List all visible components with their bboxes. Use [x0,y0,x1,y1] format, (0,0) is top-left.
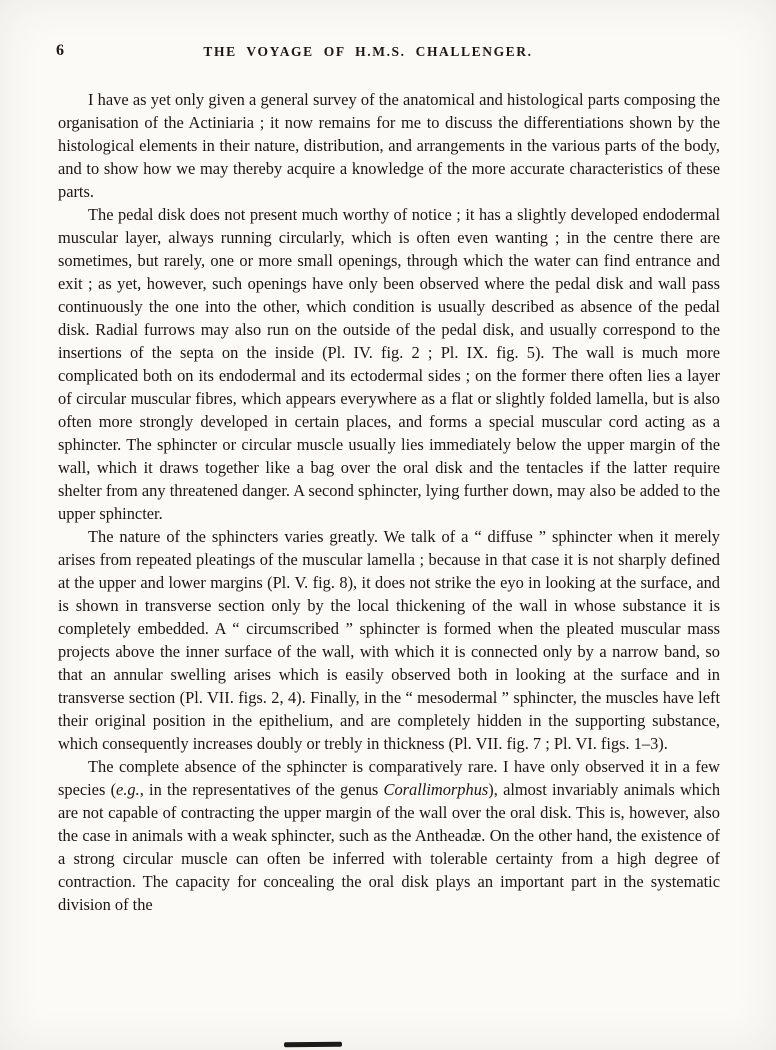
page-number: 6 [56,42,65,59]
paragraph-4: The complete absence of the sphincter is comparatively rare. I have only observed it in a few species (e.g., in the representatives of the genus Corallimorphus), almost invariably animals which are not capable of contracting the upper margin of the wall over the oral disk. This is, however, also the case in animals with a weak sphincter, such as the Antheadæ. On the other hand, the existence of a strong circular muscle can often be inferred with tolerable certainty from a high degree of contraction. The capacity for concealing the oral disk plays an important part in the systematic division of the [58,757,721,914]
paragraph-3: The nature of the sphincters varies greatly. We talk of a “ diffuse ” sphincter when it merely arises from repeated pleatings of the muscular lamella ; because in that case it is not sharply defined at the upper and lower margins (Pl. V. fig. 8), it does not strike the eyo in looking at the surface, and is shown in transverse section only by the local thickening of the wall in whose substance it is completely embedded. A “ circumscribed ” sphincter is formed when the pleated muscular mass projects above the inner surface of the wall, with which it is connected only by a narrow band, so that an annular swelling arises which is easily observed both in looking at the surface and in transverse section (Pl. VII. figs. 2, 4). Finally, in the “ mesodermal ” sphincter, the muscles have left their original position in the epithelium, and are completely hidden in the supporting substance, which consequently increases doubly or trebly in thickness (Pl. VII. fig. 7 ; Pl. VI. figs. 1–3). [58,527,720,753]
running-title: THE VOYAGE OF H.M.S. CHALLENGER. [203,44,533,59]
paragraph-1: I have as yet only given a general survey of the anatomical and histological parts composing the organisation of the Actiniaria ; it now remains for me to discuss the differentiations shown by the histological elements in their nature, distribution, and arrangements in the various parts of the body, and to show how we may thereby acquire a knowledge of the more accurate characteristics of these parts. [58,90,720,201]
page-header [0,0,776,70]
paragraph-2: The pedal disk does not present much worthy of notice ; it has a slightly developed endodermal muscular layer, always running circularly, which is often even wanting ; in the centre there are sometimes, but rarely, one or more small openings, through which the water can find entrance and exit ; as yet, however, such openings have only been observed where the pedal disk and wall pass continuously the one into the other, which condition is usually described as absence of the pedal disk. Radial furrows may also run on the outside of the pedal disk, and usually correspond to the insertions of the septa on the inside (Pl. IV. fig. 2 ; Pl. IX. fig. 5). The wall is much more complicated both on its endodermal and its ectodermal sides ; on the former there often lies a layer of circular muscular fibres, which appears everywhere as a flat or slightly folded lamella, but is also often more strongly developed in certain places, and forms a special muscular cord acting as a sphincter. The sphincter or circular muscle usually lies immediately below the upper margin of the wall, which it draws together like a bag over the oral disk and the tentacles if the latter require shelter from any threatened danger. A second sphincter, lying further down, may also be added to the upper sphincter. [58,205,720,523]
page-body [0,70,776,916]
scan-artifact-mark [284,1042,342,1048]
